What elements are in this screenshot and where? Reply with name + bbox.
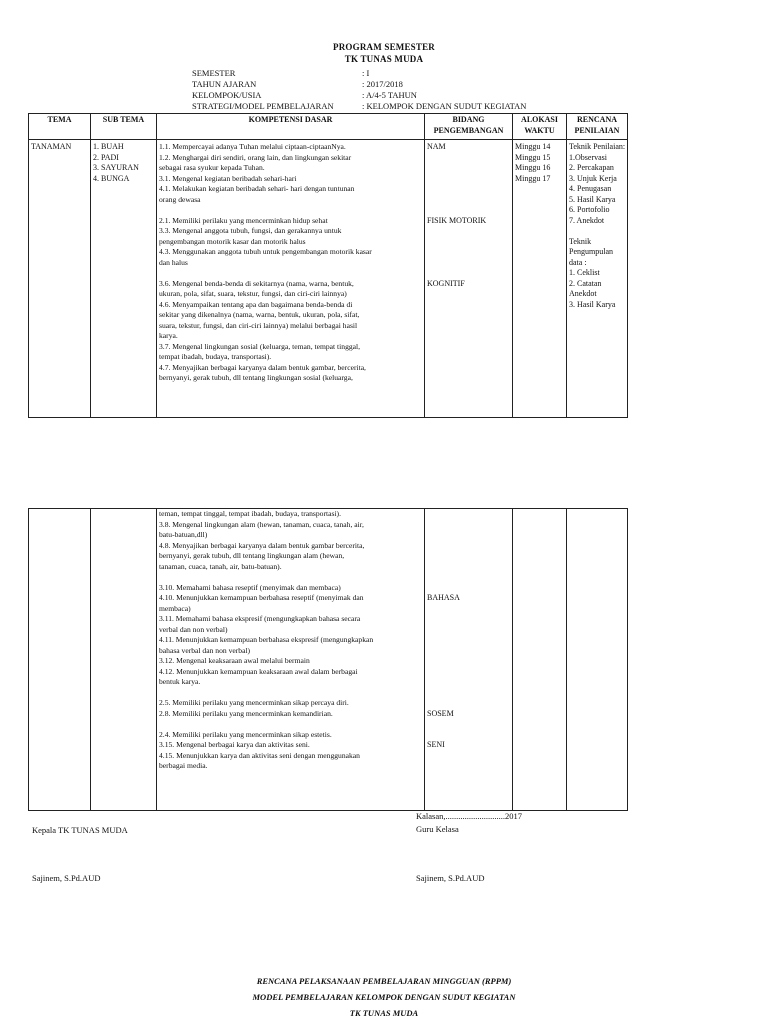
tema-value: TANAMAN <box>31 142 72 151</box>
kd-line: 1.1. Mempercayai adanya Tuhan melalui ciptaan-ciptaanNya. <box>159 142 346 151</box>
kd-line: 4.6. Menyampaikan tentang apa dan bagaimana benda-benda di <box>159 299 353 309</box>
alokasi-item: Minggu 14 <box>515 142 551 151</box>
kd-line <box>159 268 422 279</box>
cell-subtema-cont <box>91 509 157 811</box>
kd-line: bernyanyi, gerak tubuh, dll tentang lingkungan sosial (keluarga, <box>159 373 353 382</box>
footer-school: TK TUNAS MUDA <box>349 1008 419 1018</box>
footer-title-rppm: RENCANA PELAKSANAAN PEMBELAJARAN MINGGUAN (RPPM) <box>256 976 512 986</box>
subtema-item: 2. PADI <box>93 152 119 162</box>
kd-line: 3.12. Mengenal keaksaraan awal melalui bermain <box>159 656 310 665</box>
header-alokasi: ALOKASI WAKTU <box>513 114 567 140</box>
cell-alokasi <box>513 140 567 418</box>
rencana-item: Pengumpulan <box>569 247 613 256</box>
alokasi-item: Minggu 17 <box>515 173 551 183</box>
cell-tema-cont <box>29 509 91 811</box>
kd-line: 3.8. Mengenal lingkungan alam (hewan, tanaman, cuaca, tanah, air, <box>159 519 364 529</box>
header-rencana: RENCANA PENILAIAN <box>567 114 628 140</box>
kd-line: berbagai media. <box>159 761 208 770</box>
cell-subtema <box>91 140 157 418</box>
cell-bidang-cont <box>425 509 513 811</box>
kd-line: sebagai rasa syukur kepada Tuhan. <box>159 163 265 172</box>
info-label-strategi: STRATEGI/MODEL PEMBELAJARAN <box>192 101 334 111</box>
header-subtema: SUB TEMA <box>91 114 157 140</box>
cell-bidang <box>425 140 513 418</box>
rencana-item: 5. Hasil Karya <box>569 194 616 204</box>
kd-line: 2.5. Memiliki perilaku yang mencerminkan sikap percaya diri. <box>159 698 349 707</box>
kd-line: verbal dan non verbal) <box>159 624 228 634</box>
rencana-item: 2. Catatan <box>569 278 602 288</box>
kd-line: 3.7. Mengenal lingkungan sosial (keluarga, teman, tempat tinggal, <box>159 341 361 351</box>
kd-line: ukuran, pola, sifat, suara, tekstur, fungsi, dan ciri-ciri lainnya) <box>159 289 347 298</box>
signature-left-name: Sajinem, S.Pd.AUD <box>32 873 101 883</box>
kd-line: pengembangan motorik kasar dan motorik halus <box>159 236 306 246</box>
kd-line: 4.11. Menunjukkan kemampuan berbahasa ekspresif (mengungkapkan <box>159 635 374 644</box>
kd-line: 3.10. Memahami bahasa reseptif (menyimak dan membaca) <box>159 582 341 592</box>
alokasi-item: Minggu 16 <box>515 163 551 172</box>
kd-line: 3.6. Mengenal benda-benda di sekitarnya (nama, warna, bentuk, <box>159 278 354 288</box>
kd-line: bernyanyi, gerak tubuh, dll tentang lingkungan alam (hewan, <box>159 551 345 560</box>
kd-line: 2.1. Memiliki perilaku yang mencerminkan hidup sehat <box>159 215 328 225</box>
kd-line: 3.11. Memahami bahasa ekspresif (mengungkapkan bahasa secara <box>159 614 361 623</box>
alokasi-item: Minggu 15 <box>515 152 551 162</box>
rencana-item: 7. Anekdot <box>569 215 605 225</box>
kd-line: bentuk karya. <box>159 677 201 686</box>
rencana-item: 3. Hasil Karya <box>569 299 616 309</box>
cell-kompetensi-dasar <box>157 140 425 418</box>
rencana-item: 1.Observasi <box>569 152 607 162</box>
kd-line <box>159 205 422 216</box>
info-label-kelompok: KELOMPOK/USIA <box>192 90 262 100</box>
rencana-item: data : <box>569 257 587 267</box>
bidang-label: SENI <box>427 740 445 749</box>
kd-line: 3.15. Mengenal berbagai karya dan aktivitas seni. <box>159 740 310 749</box>
info-label-tahun-ajaran: TAHUN AJARAN <box>192 79 257 89</box>
header-tema: TEMA <box>29 114 91 140</box>
document-title: PROGRAM SEMESTER <box>333 42 435 52</box>
signature-right-name: Sajinem, S.Pd.AUD <box>416 873 485 883</box>
bidang-label: NAM <box>427 142 446 151</box>
signature-right-title: Guru Kelasa <box>416 824 459 834</box>
kd-line <box>159 719 422 730</box>
kd-line: 4.15. Menunjukkan karya dan aktivitas seni dengan menggunakan <box>159 750 360 760</box>
subtema-item: 3. SAYURAN <box>93 163 139 172</box>
kd-line: suara, tekstur, fungsi, dan ciri-ciri lainnya) melalui berbagai hasil <box>159 320 358 330</box>
cell-alokasi-cont <box>513 509 567 811</box>
kd-line: karya. <box>159 331 178 340</box>
kd-line: 4.1. Melakukan kegiatan beribadah sehari- hari dengan tuntunan <box>159 184 355 193</box>
info-label-semester: SEMESTER <box>192 68 236 78</box>
info-value-strategi: : KELOMPOK DENGAN SUDUT KEGIATAN <box>362 101 527 111</box>
kd-line: 2.4. Memiliki perilaku yang mencerminkan sikap estetis. <box>159 729 332 739</box>
bidang-label: KOGNITIF <box>427 278 465 288</box>
kd-line: batu-batuan,dll) <box>159 530 208 539</box>
bidang-label: FISIK MOTORIK <box>427 215 487 225</box>
subtema-item: 1. BUAH <box>93 142 124 151</box>
kd-line: orang dewasa <box>159 194 201 204</box>
cell-rencana-cont <box>567 509 628 811</box>
rencana-item: 4. Penugasan <box>569 184 612 193</box>
kd-line: 3.1. Mengenal kegiatan beribadah sehari-hari <box>159 173 297 183</box>
signature-left-title: Kepala TK TUNAS MUDA <box>32 825 128 835</box>
kd-line: 1.2. Menghargai diri sendiri, orang lain, dan lingkungan sekitar <box>159 152 352 162</box>
bidang-label: SOSEM <box>427 708 454 718</box>
cell-rencana-penilaian <box>567 140 628 418</box>
kd-line: sekitar yang dikenalnya (nama, warna, bentuk, ukuran, pola, sifat, <box>159 310 360 319</box>
kd-line: 4.10. Menunjukkan kemampuan berbahasa reseptif (menyimak dan <box>159 593 364 602</box>
rencana-item <box>569 226 625 237</box>
subtema-item: 4. BUNGA <box>93 173 130 183</box>
header-bidang: BIDANG PENGEMBANGAN <box>425 114 513 140</box>
kd-line <box>159 572 422 583</box>
kd-line: 2.8. Memiliki perilaku yang mencerminkan kemandirian. <box>159 708 333 718</box>
cell-tema <box>29 140 91 418</box>
rencana-item: Teknik <box>569 236 592 246</box>
kd-line: 4.12. Menunjukkan kemampuan keaksaraan awal dalam berbagai <box>159 666 358 676</box>
program-table-part1 <box>28 113 628 418</box>
info-value-tahun-ajaran: : 2017/2018 <box>362 79 403 89</box>
footer-model: MODEL PEMBELAJARAN KELOMPOK DENGAN SUDUT KEGIATAN <box>252 992 516 1002</box>
kd-line: 4.8. Menyajikan berbagai karyanya dalam bentuk gambar bercerita, <box>159 540 365 550</box>
kd-line: dan halus <box>159 257 188 267</box>
info-value-kelompok: : A/4-5 TAHUN <box>362 90 417 100</box>
rencana-item: Anekdot <box>569 289 597 298</box>
rencana-item: Teknik Penilaian: <box>569 142 625 151</box>
kd-line: 3.3. Mengenal anggota tubuh, fungsi, dan gerakannya untuk <box>159 226 342 235</box>
kd-line: 4.7. Menyajikan berbagai karyanya dalam bentuk gambar, bercerita, <box>159 362 366 372</box>
school-name: TK TUNAS MUDA <box>344 54 424 64</box>
cell-kompetensi-dasar-cont <box>157 509 425 811</box>
kd-line: membaca) <box>159 603 191 613</box>
kd-line: tanaman, cuaca, tanah, air, batu-batuan). <box>159 561 282 571</box>
header-kompetensi-dasar: KOMPETENSI DASAR <box>157 114 425 140</box>
kd-line <box>159 688 422 699</box>
program-table-part2 <box>28 508 628 811</box>
kd-line: teman, tempat tinggal, tempat ibadah, budaya, transportasi). <box>159 509 341 518</box>
kd-line: bahasa verbal dan non verbal) <box>159 645 251 655</box>
rencana-item: 2. Percakapan <box>569 163 614 172</box>
rencana-item: 3. Unjuk Kerja <box>569 173 617 183</box>
info-value-semester: : I <box>362 68 370 78</box>
bidang-label: BAHASA <box>427 593 460 602</box>
rencana-item: 6. Portofolio <box>569 205 610 214</box>
kd-line: tempat ibadah, budaya, transportasi). <box>159 352 272 361</box>
kd-line: 4.3. Menggunakan anggota tubuh untuk pengembangan motorik kasar <box>159 247 372 256</box>
signature-place-date: Kalasan,............................2017 <box>416 811 523 821</box>
rencana-item: 1. Ceklist <box>569 268 600 277</box>
